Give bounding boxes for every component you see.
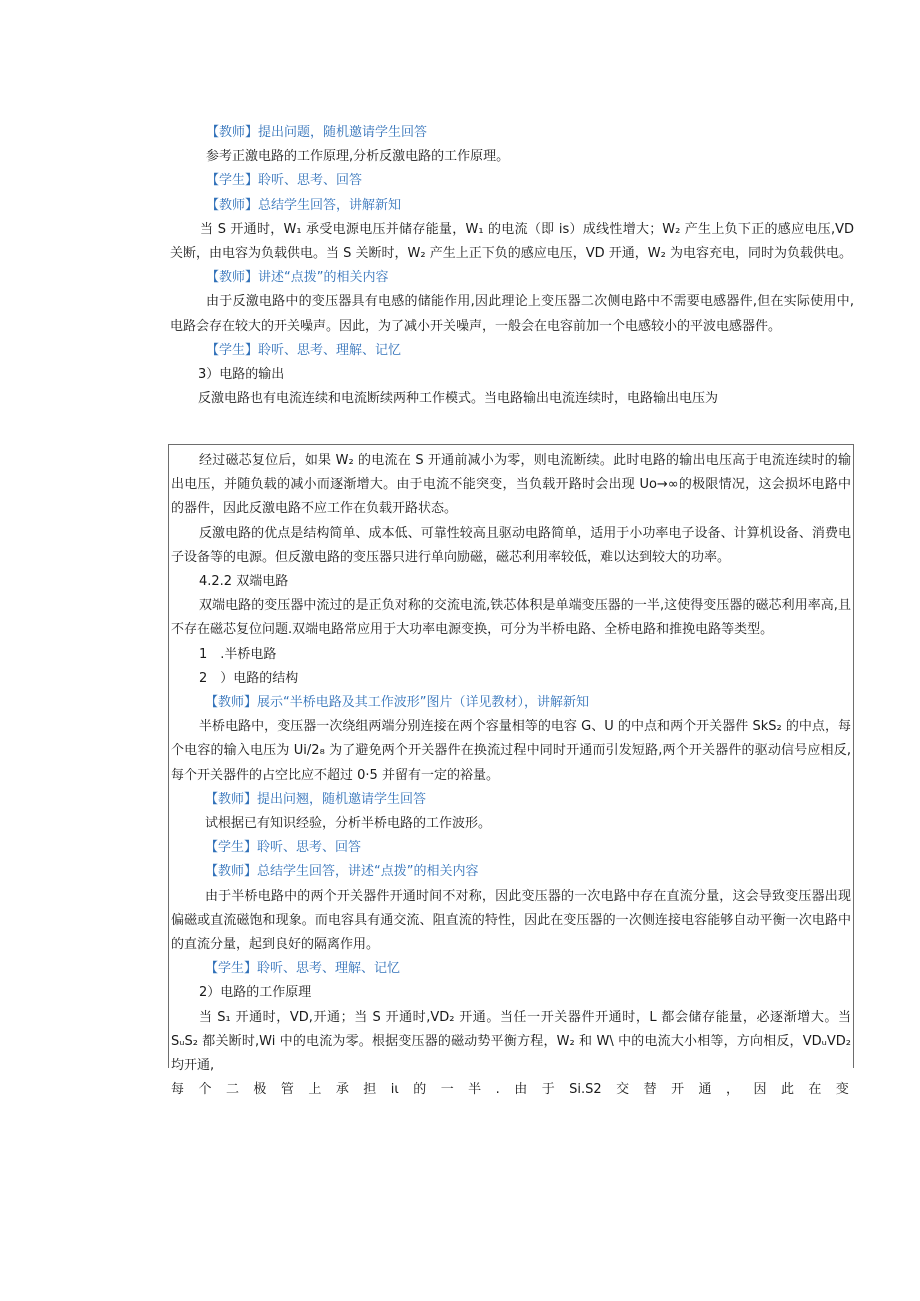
upper-section [170,121,854,411]
spread-char: 替 [643,1082,657,1098]
spread-char: . [495,1082,500,1098]
spread-char: 极 [253,1082,267,1098]
body-paragraph: 由于半桥电路中的两个开关器件开通时间不对称，因此变压器的一次电路中存在直流分量，这会导致变压器出现偏磁或直流磁饱和现象。而电容具有通交流、阻直流的特性，因此在变压器的一次侧连接电容能够自动平衡一次电路中的直流分量，起到良好的隔离作用。 [171,888,851,953]
spread-char: 通 [698,1082,712,1098]
section-heading: 4.2.2 双端电路 [199,574,289,590]
body-paragraph: 反激电路的优点是结构简单、成本低、可靠性较高且驱动电路简单，适用于小功率电子设备、计算机设备、消费电子设备等的电源。但反激电路的变压器只进行单向励磁，磁芯利用率较低，难以达到较大的功率。 [171,525,851,565]
body-paragraph: 双端电路的变压器中流过的是正负对称的交流电流,铁芯体积是单端变压器的一半,这使得变压器的磁芯利用率高,且不存在磁芯复位问题.双端电路常应用于大功率电源变换，可分为半桥电路、全桥电路和推挽电路等类型。 [171,598,851,638]
spread-text-line [171,1078,851,1102]
spread-char: 二 [225,1082,239,1098]
paragraph-line: 反激电路也有电流连续和电流断续两种工作模式。当电路输出电流连续时，电路输出电压为 [198,391,719,407]
spread-char: 上 [308,1082,322,1098]
paragraph-line: 参考正激电路的工作原理,分析反激电路的工作原理。 [206,149,510,165]
section-heading: 2）电路的工作原理 [199,985,312,1001]
spread-char: 一 [440,1082,454,1098]
teacher-note: 【教师】讲述“点拨”的相关内容 [206,270,389,286]
student-note: 【学生】聆听、思考、回答 [205,840,362,856]
spread-char: 交 [616,1082,630,1098]
spread-char: Si.S2 [569,1082,602,1098]
spread-char: 管 [280,1082,294,1098]
teacher-note: 【教师】展示“半桥电路及其工作波形”图片（详见教材），讲解新知 [205,695,589,711]
spread-char: 每 [171,1082,185,1098]
spread-char: iι [390,1082,399,1098]
body-paragraph: 当 S 开通时，W₁ 承受电源电压并储存能量，W₁ 的电流（即 is）成线性增大；W₂ 产生上负下正的感应电压,VD 关断，由电容为负载供电。当 S 关断时，W₂ 产生上正下负的感应电压，VD 开通，W₂ 为电容充电，同时为负载供电。 [170,221,854,262]
teacher-note: 【教师】提出问题，随机邀请学生回答 [206,125,428,140]
body-paragraph: 由于反激电路中的变压器具有电感的储能作用,因此理论上变压器二次侧电路中不需要电感器件,但在实际使用中,电路会存在较大的开关噪声。因此，为了减小开关噪声，一般会在电容前加一个电感较小的平波电感器件。 [170,294,854,334]
spread-char: 担 [363,1082,377,1098]
body-paragraph: 经过磁芯复位后，如果 W₂ 的电流在 S 开通前减小为零，则电流断续。此时电路的输出电压高于电流连续时的输出电压，并随负载的减小而逐渐增大。由于电流不能突变，当负载开路时会出现 Uo→∞的极限情况，这会损坏电路中的器件，因此反激电路不应工作在负载开路状态。 [171,453,851,517]
teacher-note: 【教师】总结学生回答，讲述“点拨”的相关内容 [205,864,479,880]
spread-char: 的 [413,1082,427,1098]
paragraph-line: 试根据已有知识经验，分析半桥电路的工作波形。 [205,816,492,832]
student-note: 【学生】聆听、思考、理解、记忆 [206,342,402,358]
section-heading: 3）电路的输出 [198,367,285,383]
list-item: 1 .半桥电路 [199,646,277,662]
spread-char: 于 [541,1082,555,1098]
spread-char: 开 [671,1082,685,1098]
spread-char: 因 [753,1082,767,1098]
spread-char: 由 [514,1082,528,1098]
spread-char: 半 [468,1082,482,1098]
spread-char: 承 [335,1082,349,1098]
spread-char: ， [726,1082,740,1098]
teacher-note: 【教师】总结学生回答，讲解新知 [206,197,402,213]
body-paragraph: 半桥电路中，变压器一次绕组两端分别连接在两个容量相等的电容 G、U 的中点和两个开关器件 SkS₂ 的中点，每个电容的输入电压为 Ui/2₈ 为了避免两个开关器件在换流过程中同时开通而引发短路,两个开关器件的驱动信号应相反,每个开关器件的占空比应不超过 0·5 并留有一定的裕量。 [171,719,851,783]
list-item: 2 ）电路的结构 [199,670,299,686]
student-note: 【学生】聆听、思考、理解、记忆 [205,961,401,977]
bordered-content-box [168,444,854,1098]
student-note: 【学生】聆听、思考、回答 [206,173,363,189]
body-paragraph: 当 S₁ 开通时，VD,开通；当 S 开通时,VD₂ 开通。当任一开关器件开通时，L 都会储存能量，必逐渐增大。当 SᵤS₂ 都关断时,Wi 中的电流为零。根据变压器的磁动势平衡方程，W₂ 和 W\ 中的电流大小相等，方向相反，VDᵤVD₂ 均开通, [171,1009,851,1074]
spread-char: 此 [780,1082,794,1098]
spread-char: 在 [808,1082,822,1098]
spread-char: 变 [835,1082,849,1098]
teacher-note: 【教师】提出问翘，随机邀请学生回答 [205,791,427,807]
spread-char: 个 [198,1082,212,1098]
